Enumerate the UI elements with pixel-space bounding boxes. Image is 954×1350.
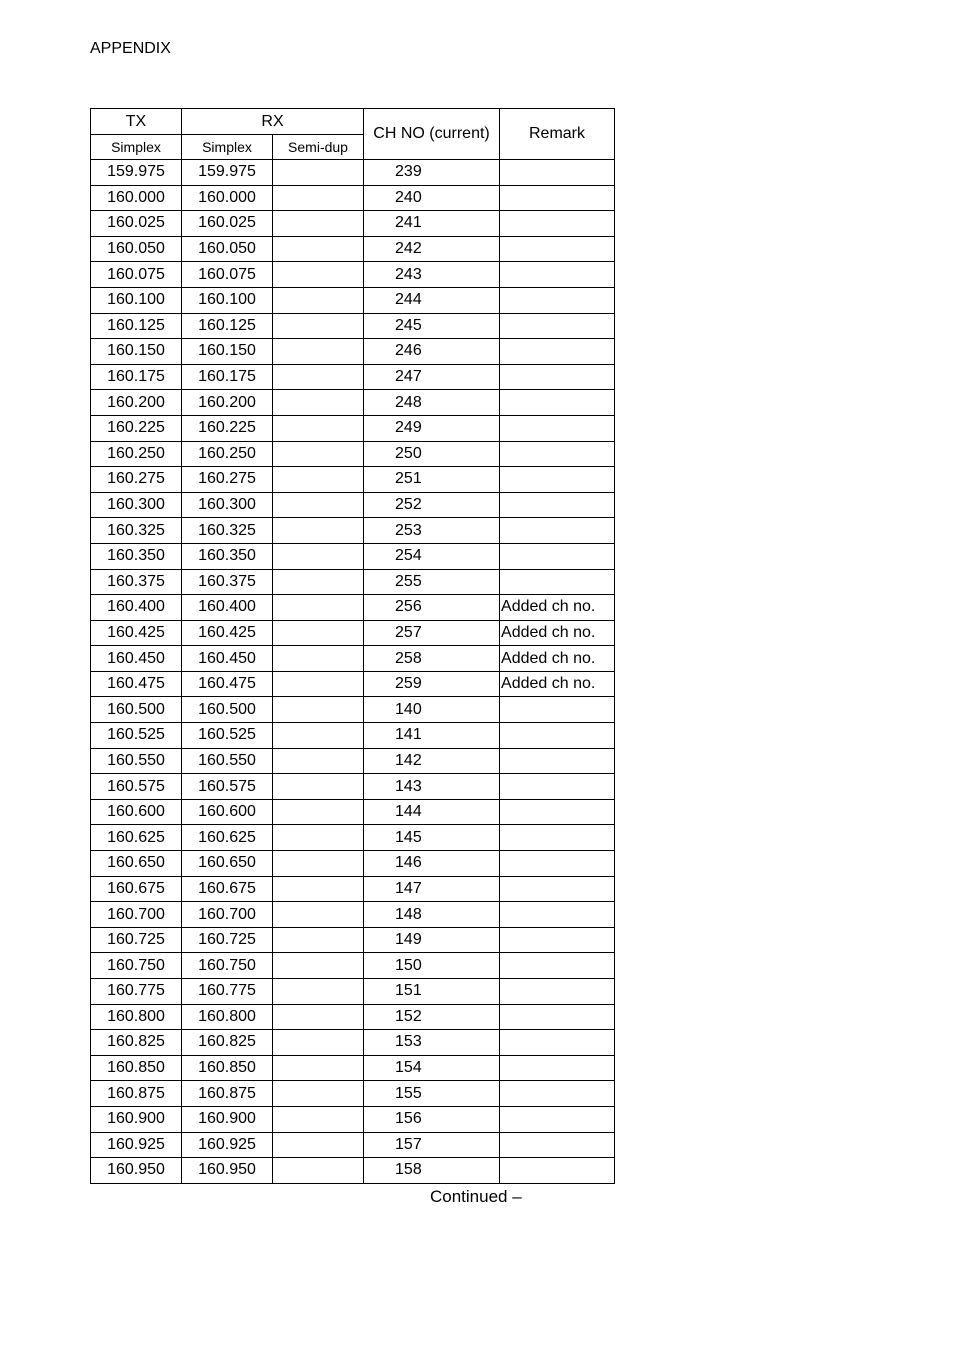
rx-semidup-cell [273,441,364,467]
remark-cell [500,339,615,365]
continued-note: Continued – [430,1187,522,1206]
rx-simplex-cell: 160.500 [182,697,273,723]
channel-number-cell: 240 [364,185,500,211]
channel-number-cell: 255 [364,569,500,595]
table-row [91,595,615,621]
tx-frequency-cell: 160.750 [91,953,182,979]
rx-simplex-cell: 160.925 [182,1132,273,1158]
channel-number-cell: 252 [364,492,500,518]
channel-number-cell: 256 [364,595,500,621]
header-remark: Remark [500,109,615,160]
tx-frequency-cell: 160.850 [91,1055,182,1081]
table-row [91,390,615,416]
tx-frequency-cell: 160.350 [91,543,182,569]
rx-simplex-cell: 160.550 [182,748,273,774]
tx-frequency-cell: 160.225 [91,415,182,441]
channel-number-cell: 242 [364,236,500,262]
remark-cell [500,1081,615,1107]
rx-simplex-cell: 160.075 [182,262,273,288]
table-row [91,1004,615,1030]
rx-semidup-cell [273,1106,364,1132]
channel-number-cell: 247 [364,364,500,390]
rx-semidup-cell [273,313,364,339]
channel-number-cell: 158 [364,1158,500,1184]
rx-simplex-cell: 160.475 [182,671,273,697]
channel-number-cell: 245 [364,313,500,339]
remark-cell [500,1132,615,1158]
rx-simplex-cell: 160.850 [182,1055,273,1081]
remark-cell: Added ch no. [500,646,615,672]
rx-semidup-cell [273,620,364,646]
table-row [91,927,615,953]
table-row [91,185,615,211]
channel-number-cell: 142 [364,748,500,774]
tx-frequency-cell: 160.275 [91,467,182,493]
remark-cell [500,902,615,928]
table-row [91,211,615,237]
rx-semidup-cell [273,697,364,723]
tx-frequency-cell: 160.800 [91,1004,182,1030]
table-row [91,518,615,544]
remark-cell [500,185,615,211]
channel-number-cell: 244 [364,287,500,313]
table-body [91,160,615,1184]
tx-frequency-cell: 160.900 [91,1106,182,1132]
remark-cell [500,467,615,493]
tx-frequency-cell: 160.325 [91,518,182,544]
tx-frequency-cell: 160.925 [91,1132,182,1158]
remark-cell [500,364,615,390]
rx-semidup-cell [273,518,364,544]
table-row [91,902,615,928]
table-row [91,851,615,877]
rx-semidup-cell [273,595,364,621]
tx-frequency-cell: 160.625 [91,825,182,851]
rx-simplex-cell: 160.950 [182,1158,273,1184]
remark-cell [500,211,615,237]
rx-simplex-cell: 160.450 [182,646,273,672]
rx-semidup-cell [273,543,364,569]
table-row [91,492,615,518]
rx-semidup-cell [273,927,364,953]
table-row [91,620,615,646]
table-row [91,748,615,774]
tx-frequency-cell: 160.725 [91,927,182,953]
tx-frequency-cell: 160.600 [91,799,182,825]
rx-simplex-cell: 160.025 [182,211,273,237]
rx-semidup-cell [273,236,364,262]
table-row [91,313,615,339]
channel-number-cell: 157 [364,1132,500,1158]
remark-cell [500,313,615,339]
channel-number-cell: 241 [364,211,500,237]
remark-cell: Added ch no. [500,595,615,621]
remark-cell [500,236,615,262]
rx-semidup-cell [273,287,364,313]
table-row [91,160,615,186]
tx-frequency-cell: 160.450 [91,646,182,672]
header-rx-semidup: Semi-dup [273,135,364,160]
rx-simplex-cell: 160.275 [182,467,273,493]
rx-semidup-cell [273,799,364,825]
table-row [91,774,615,800]
rx-simplex-cell: 160.125 [182,313,273,339]
tx-frequency-cell: 160.700 [91,902,182,928]
tx-frequency-cell: 160.950 [91,1158,182,1184]
rx-simplex-cell: 160.575 [182,774,273,800]
rx-simplex-cell: 160.900 [182,1106,273,1132]
remark-cell [500,697,615,723]
channel-number-cell: 149 [364,927,500,953]
table-row [91,646,615,672]
rx-semidup-cell [273,1004,364,1030]
channel-number-cell: 251 [364,467,500,493]
rx-simplex-cell: 160.000 [182,185,273,211]
rx-semidup-cell [273,1158,364,1184]
channel-number-cell: 253 [364,518,500,544]
header-tx-simplex: Simplex [91,135,182,160]
channel-number-cell: 146 [364,851,500,877]
remark-cell [500,1004,615,1030]
rx-semidup-cell [273,1055,364,1081]
table-row [91,671,615,697]
channel-number-cell: 152 [364,1004,500,1030]
table-row [91,1030,615,1056]
remark-cell [500,569,615,595]
remark-cell [500,825,615,851]
tx-frequency-cell: 160.375 [91,569,182,595]
tx-frequency-cell: 160.025 [91,211,182,237]
header-tx: TX [91,109,182,135]
channel-number-cell: 148 [364,902,500,928]
tx-frequency-cell: 160.875 [91,1081,182,1107]
channel-number-cell: 147 [364,876,500,902]
remark-cell [500,160,615,186]
rx-simplex-cell: 160.250 [182,441,273,467]
table-row [91,979,615,1005]
table-row [91,262,615,288]
rx-semidup-cell [273,364,364,390]
rx-simplex-cell: 160.425 [182,620,273,646]
channel-frequency-table [90,108,615,1184]
channel-number-cell: 143 [364,774,500,800]
table-row [91,1132,615,1158]
channel-number-cell: 140 [364,697,500,723]
table-row [91,1106,615,1132]
channel-number-cell: 239 [364,160,500,186]
rx-simplex-cell: 160.600 [182,799,273,825]
rx-simplex-cell: 160.675 [182,876,273,902]
rx-simplex-cell: 160.525 [182,723,273,749]
rx-simplex-cell: 160.150 [182,339,273,365]
table-row [91,467,615,493]
remark-cell [500,262,615,288]
rx-semidup-cell [273,979,364,1005]
tx-frequency-cell: 160.200 [91,390,182,416]
rx-simplex-cell: 160.400 [182,595,273,621]
table-row [91,697,615,723]
channel-number-cell: 243 [364,262,500,288]
channel-number-cell: 141 [364,723,500,749]
channel-number-cell: 249 [364,415,500,441]
rx-simplex-cell: 159.975 [182,160,273,186]
rx-semidup-cell [273,902,364,928]
rx-simplex-cell: 160.750 [182,953,273,979]
remark-cell [500,415,615,441]
rx-semidup-cell [273,262,364,288]
rx-semidup-cell [273,211,364,237]
table-row [91,953,615,979]
table-row [91,543,615,569]
tx-frequency-cell: 160.075 [91,262,182,288]
tx-frequency-cell: 160.300 [91,492,182,518]
remark-cell [500,390,615,416]
rx-simplex-cell: 160.300 [182,492,273,518]
rx-semidup-cell [273,671,364,697]
tx-frequency-cell: 160.675 [91,876,182,902]
rx-semidup-cell [273,569,364,595]
rx-simplex-cell: 160.725 [182,927,273,953]
tx-frequency-cell: 160.650 [91,851,182,877]
remark-cell: Added ch no. [500,620,615,646]
rx-semidup-cell [273,825,364,851]
rx-semidup-cell [273,415,364,441]
remark-cell [500,876,615,902]
tx-frequency-cell: 160.775 [91,979,182,1005]
tx-frequency-cell: 159.975 [91,160,182,186]
rx-simplex-cell: 160.200 [182,390,273,416]
tx-frequency-cell: 160.000 [91,185,182,211]
rx-simplex-cell: 160.825 [182,1030,273,1056]
tx-frequency-cell: 160.175 [91,364,182,390]
rx-semidup-cell [273,185,364,211]
remark-cell [500,518,615,544]
tx-frequency-cell: 160.425 [91,620,182,646]
table-header [91,109,615,160]
rx-semidup-cell [273,646,364,672]
remark-cell [500,492,615,518]
header-rx: RX [182,109,364,135]
tx-frequency-cell: 160.050 [91,236,182,262]
channel-number-cell: 250 [364,441,500,467]
channel-number-cell: 154 [364,1055,500,1081]
rx-semidup-cell [273,1081,364,1107]
remark-cell [500,927,615,953]
tx-frequency-cell: 160.575 [91,774,182,800]
remark-cell [500,774,615,800]
rx-semidup-cell [273,339,364,365]
remark-cell [500,441,615,467]
rx-simplex-cell: 160.050 [182,236,273,262]
table-row [91,876,615,902]
remark-cell [500,851,615,877]
table-row [91,339,615,365]
remark-cell [500,723,615,749]
rx-semidup-cell [273,492,364,518]
header-ch-no: CH NO (current) [364,109,500,160]
table-row [91,1081,615,1107]
table-row [91,799,615,825]
tx-frequency-cell: 160.500 [91,697,182,723]
rx-semidup-cell [273,390,364,416]
rx-semidup-cell [273,723,364,749]
section-heading: APPENDIX [90,40,171,57]
channel-number-cell: 155 [364,1081,500,1107]
remark-cell [500,1030,615,1056]
rx-simplex-cell: 160.875 [182,1081,273,1107]
channel-number-cell: 254 [364,543,500,569]
remark-cell [500,748,615,774]
channel-number-cell: 246 [364,339,500,365]
table-row [91,723,615,749]
remark-cell [500,287,615,313]
channel-number-cell: 144 [364,799,500,825]
table-row [91,364,615,390]
tx-frequency-cell: 160.825 [91,1030,182,1056]
header-rx-simplex: Simplex [182,135,273,160]
remark-cell [500,953,615,979]
rx-simplex-cell: 160.800 [182,1004,273,1030]
tx-frequency-cell: 160.100 [91,287,182,313]
remark-cell [500,1158,615,1184]
rx-simplex-cell: 160.350 [182,543,273,569]
channel-number-cell: 156 [364,1106,500,1132]
tx-frequency-cell: 160.150 [91,339,182,365]
rx-simplex-cell: 160.775 [182,979,273,1005]
table-row [91,569,615,595]
tx-frequency-cell: 160.400 [91,595,182,621]
channel-number-cell: 258 [364,646,500,672]
channel-number-cell: 259 [364,671,500,697]
tx-frequency-cell: 160.550 [91,748,182,774]
rx-semidup-cell [273,748,364,774]
rx-semidup-cell [273,774,364,800]
channel-number-cell: 153 [364,1030,500,1056]
table-row [91,287,615,313]
table-row [91,1055,615,1081]
table-row [91,236,615,262]
rx-semidup-cell [273,876,364,902]
channel-number-cell: 151 [364,979,500,1005]
rx-semidup-cell [273,953,364,979]
rx-simplex-cell: 160.375 [182,569,273,595]
table-row [91,825,615,851]
channel-number-cell: 145 [364,825,500,851]
tx-frequency-cell: 160.475 [91,671,182,697]
channel-number-cell: 150 [364,953,500,979]
channel-number-cell: 257 [364,620,500,646]
tx-frequency-cell: 160.250 [91,441,182,467]
remark-cell [500,979,615,1005]
rx-semidup-cell [273,1132,364,1158]
remark-cell [500,799,615,825]
remark-cell [500,1055,615,1081]
remark-cell [500,543,615,569]
rx-simplex-cell: 160.625 [182,825,273,851]
table-row [91,415,615,441]
table-row [91,1158,615,1184]
rx-simplex-cell: 160.650 [182,851,273,877]
tx-frequency-cell: 160.125 [91,313,182,339]
rx-simplex-cell: 160.175 [182,364,273,390]
channel-number-cell: 248 [364,390,500,416]
rx-semidup-cell [273,1030,364,1056]
rx-simplex-cell: 160.325 [182,518,273,544]
table-row [91,441,615,467]
rx-simplex-cell: 160.100 [182,287,273,313]
rx-simplex-cell: 160.700 [182,902,273,928]
rx-semidup-cell [273,160,364,186]
rx-semidup-cell [273,467,364,493]
remark-cell: Added ch no. [500,671,615,697]
tx-frequency-cell: 160.525 [91,723,182,749]
remark-cell [500,1106,615,1132]
rx-simplex-cell: 160.225 [182,415,273,441]
rx-semidup-cell [273,851,364,877]
